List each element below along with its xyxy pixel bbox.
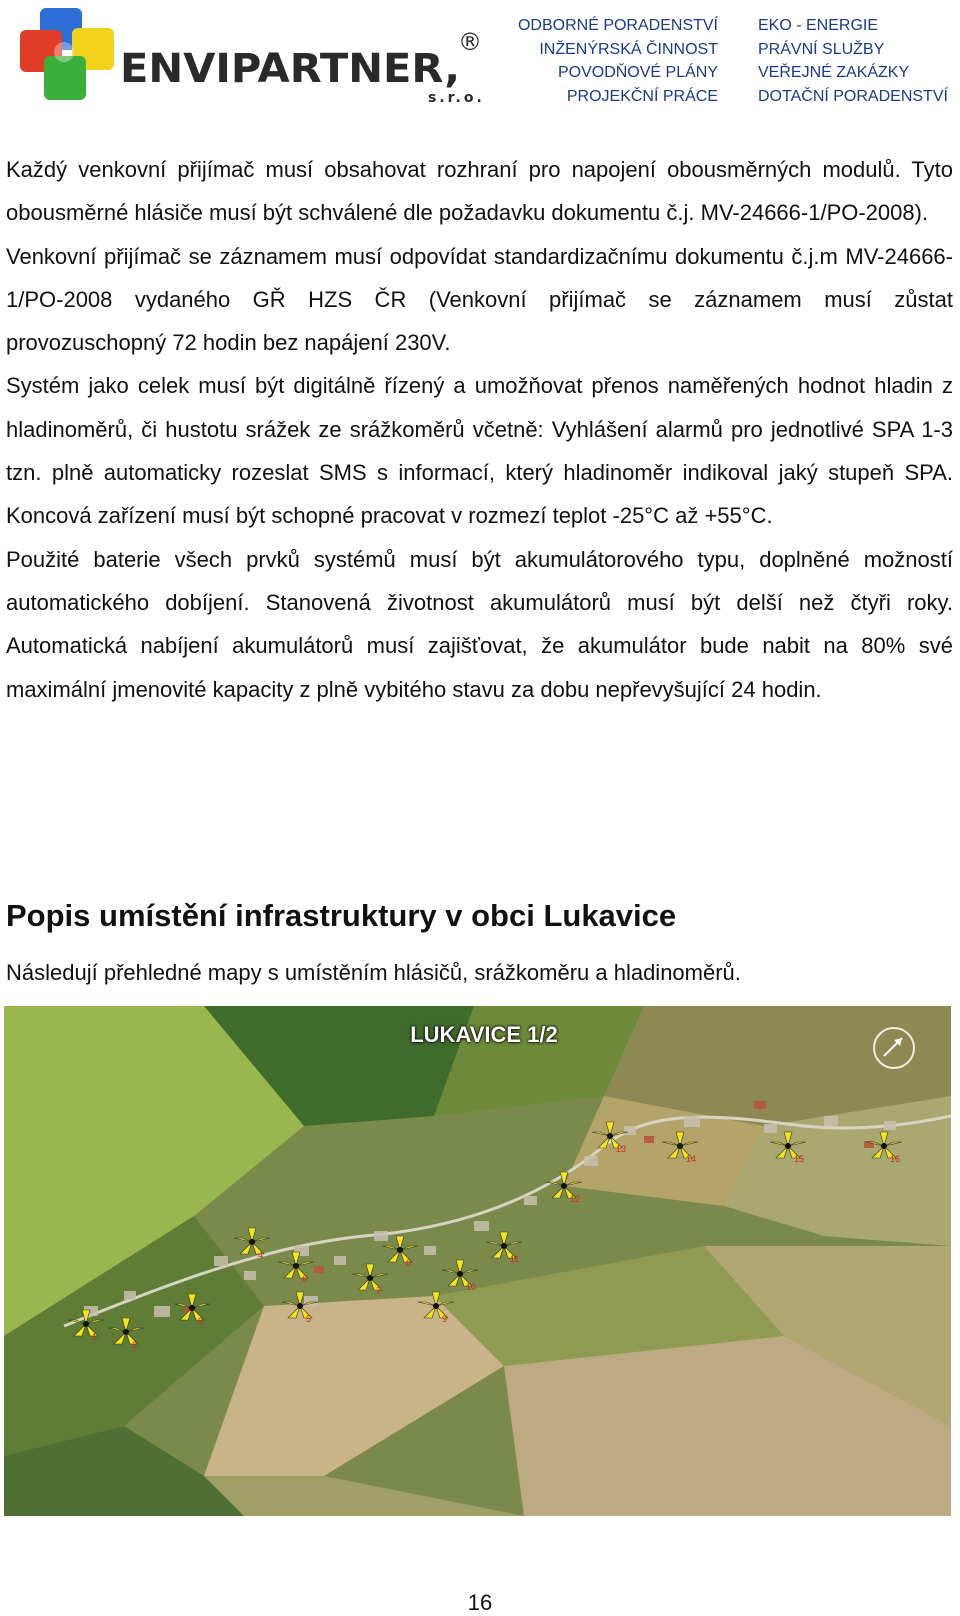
siren-marker-label: 5 <box>306 1314 312 1324</box>
siren-marker-label: 11 <box>510 1254 520 1264</box>
siren-marker-label: 15 <box>794 1154 805 1164</box>
logo-registered-mark: ® <box>458 28 482 56</box>
siren-marker-label: 8 <box>406 1258 412 1268</box>
section-intro: Následují přehledné mapy s umístěním hlásičů, srážkoměru a hladinoměrů. <box>6 960 741 985</box>
body-text <box>6 148 953 711</box>
siren-marker-label: 4 <box>258 1250 264 1260</box>
section-heading: Popis umístění infrastruktury v obci Lukavice <box>6 898 677 933</box>
envipartner-logo <box>18 6 498 106</box>
map-title: LUKAVICE 1/2 <box>410 1022 558 1047</box>
service-item: POVODŇOVÉ PLÁNY <box>557 64 718 81</box>
paragraph-receiver-interface: Každý venkovní přijímač musí obsahovat rozhraní pro napojení obousměrných modulů. Tyto obousměrné hlásiče musí být schválené dle požadavku dokumentu č.j. MV-24666-1/PO-2008). <box>6 157 953 226</box>
logo-puzzle-icon <box>20 8 114 100</box>
siren-marker-label: 13 <box>616 1144 627 1154</box>
services-list-left <box>518 14 718 108</box>
service-item: ODBORNÉ PORADENSTVÍ <box>517 17 718 34</box>
siren-marker-label: 2 <box>132 1340 138 1350</box>
siren-marker-label: 16 <box>890 1154 901 1164</box>
service-item: DOTAČNÍ PORADENSTVÍ <box>758 87 948 105</box>
page-number: 16 <box>467 1590 493 1615</box>
siren-marker-label: 1 <box>92 1332 98 1342</box>
logo-suffix: s.r.o. <box>428 90 485 106</box>
aerial-map-image <box>4 1006 951 1516</box>
service-item: EKO - ENERGIE <box>758 17 879 34</box>
siren-marker-label: 10 <box>466 1282 477 1292</box>
siren-marker-label: 12 <box>570 1194 581 1204</box>
service-item: VEŘEJNÉ ZAKÁZKY <box>758 64 910 81</box>
service-item: INŽENÝRSKÁ ČINNOST <box>539 40 718 58</box>
services-list-right <box>758 14 948 108</box>
paragraph-digital-system: Systém jako celek musí být digitálně řízený a umožňovat přenos naměřených hodnot hladin z hladinoměrů, či hustotu srážek ze srážkoměrů včetně: Vyhlášení alarmů pro jednotlivé SPA 1-3 tzn. plně automaticky rozeslat SMS s informací, který hladinoměr indikoval jaký stupeň SPA. Koncová zařízení musí být schopné pracovat v rozmezí teplot -25°C až +55°C. <box>6 373 953 529</box>
service-item: PRÁVNÍ SLUŽBY <box>758 40 885 58</box>
siren-marker-label: 7 <box>376 1286 382 1296</box>
siren-marker-label: 3 <box>198 1316 204 1326</box>
paragraph-batteries: Použité baterie všech prvků systémů musí být akumulátorového typu, doplněné možností automatického dobíjení. Stanovená životnost akumulátorů musí být delší než čtyři roky. Automatická nabíjení akumulátorů musí zajišťovat, že akumulátor bude nabit na 80% své maximální jmenovité kapacity z plně vybitého stavu za dobu nepřevyšující 24 hodin. <box>6 546 953 702</box>
paragraph-receiver-standard: Venkovní přijímač se záznamem musí odpovídat standardizačnímu dokumentu č.j.m MV-24666-1/PO-2008 vydaného GŘ HZS ČR (Venkovní přijímač se záznamem musí zůstat provozuschopný 72 hodin bez napájení 230V. <box>6 243 953 356</box>
aerial-map-lukavice <box>4 1006 951 1516</box>
siren-marker-label: 6 <box>302 1274 308 1284</box>
siren-marker-label: 9 <box>442 1314 448 1324</box>
page-header <box>0 0 960 112</box>
service-item: PROJEKČNÍ PRÁCE <box>566 87 718 105</box>
logo-wordmark: ENVIPARTNER, <box>120 46 460 92</box>
siren-marker-label: 14 <box>686 1154 697 1164</box>
